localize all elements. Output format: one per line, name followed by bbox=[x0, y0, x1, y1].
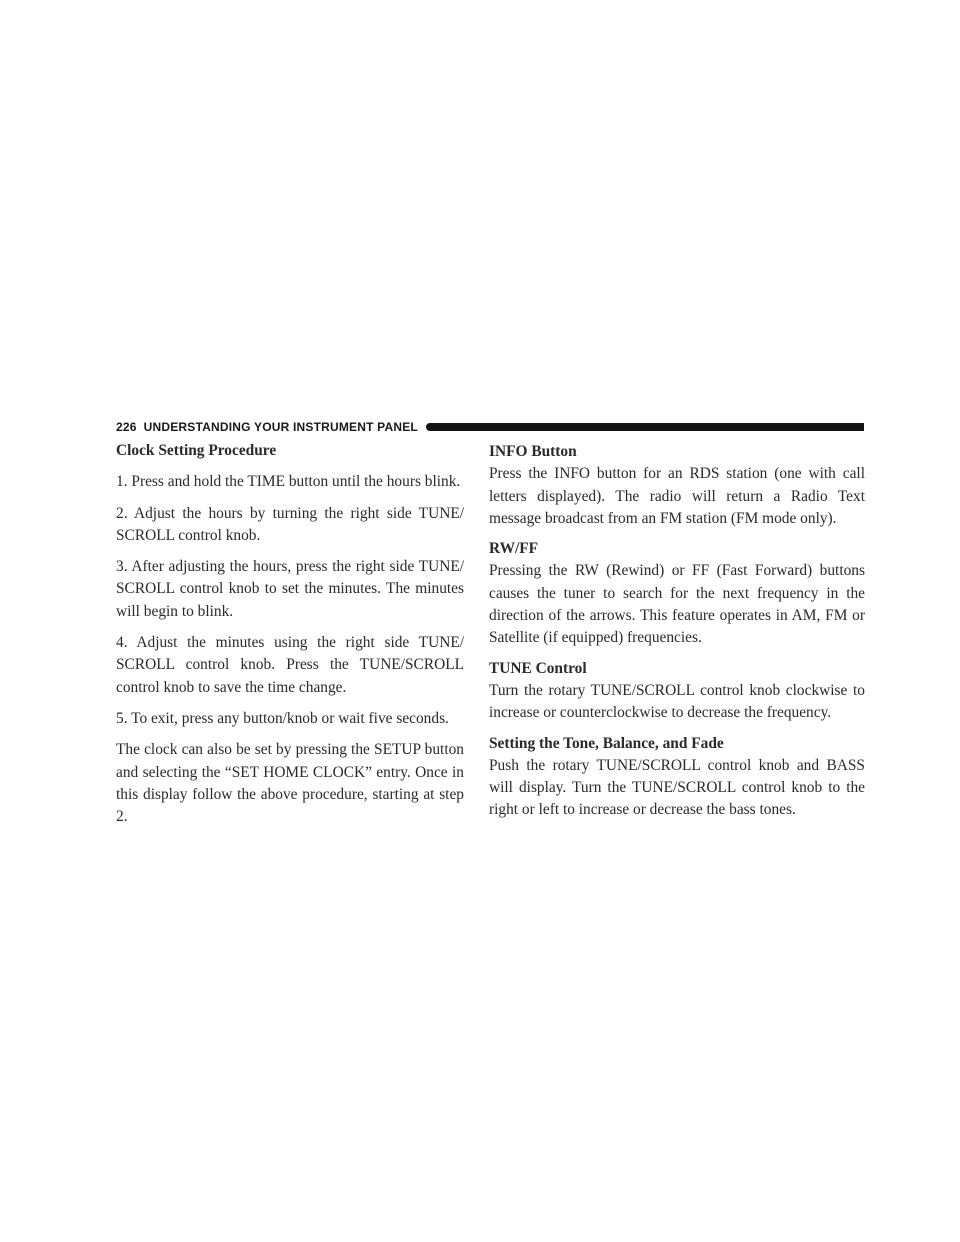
clock-step-4: 4. Adjust the minutes using the right side TUNE/ SCROLL control knob. Press the TUNE/SCROLL control knob to save the time change. bbox=[116, 634, 464, 696]
clock-step-2: 2. Adjust the hours by turning the right side TUNE/ SCROLL control knob. bbox=[116, 504, 464, 544]
left-column bbox=[116, 440, 464, 837]
rw-ff-heading: RW/FF bbox=[489, 540, 539, 558]
tune-control-heading: TUNE Control bbox=[489, 659, 587, 677]
page-header bbox=[116, 419, 864, 435]
section-title: UNDERSTANDING YOUR INSTRUMENT PANEL bbox=[143, 420, 418, 434]
tone-balance-fade-text: Push the rotary TUNE/SCROLL control knob and BASS will display. Turn the TUNE/SCROLL control knob to the right or left to increase or decrease the bass tones. bbox=[489, 756, 865, 819]
clock-setup-paragraph: The clock can also be set by pressing the SETUP button and selecting the “SET HOME CLOCK” entry. Once in this display follow the above procedure, starting at step 2. bbox=[116, 741, 464, 826]
clock-step-1: 1. Press and hold the TIME button until the hours blink. bbox=[116, 473, 461, 491]
right-column bbox=[489, 441, 865, 830]
clock-step-3: 3. After adjusting the hours, press the right side TUNE/ SCROLL control knob to set the minutes. The minutes will begin to blink. bbox=[116, 558, 464, 620]
header-rule bbox=[426, 423, 864, 431]
info-button-text: Press the INFO button for an RDS station (one with call letters displayed). The radio will return a Radio Text message broadcast from an FM station (FM mode only). bbox=[489, 465, 865, 527]
clock-setting-heading: Clock Setting Procedure bbox=[116, 442, 277, 459]
info-button-heading: INFO Button bbox=[489, 443, 577, 460]
clock-step-5: 5. To exit, press any button/knob or wait five seconds. bbox=[116, 709, 449, 727]
tune-control-text: Turn the rotary TUNE/SCROLL control knob clockwise to increase or counterclockwise to decrease the frequency. bbox=[489, 681, 865, 722]
rw-ff-text: Pressing the RW (Rewind) or FF (Fast Forward) buttons causes the tuner to search for the next frequency in the direction of the arrows. This feature operates in AM, FM or Satellite (if equipped) frequencies. bbox=[489, 562, 865, 647]
page-number: 226 bbox=[116, 420, 137, 434]
tone-balance-fade-heading: Setting the Tone, Balance, and Fade bbox=[489, 734, 724, 752]
